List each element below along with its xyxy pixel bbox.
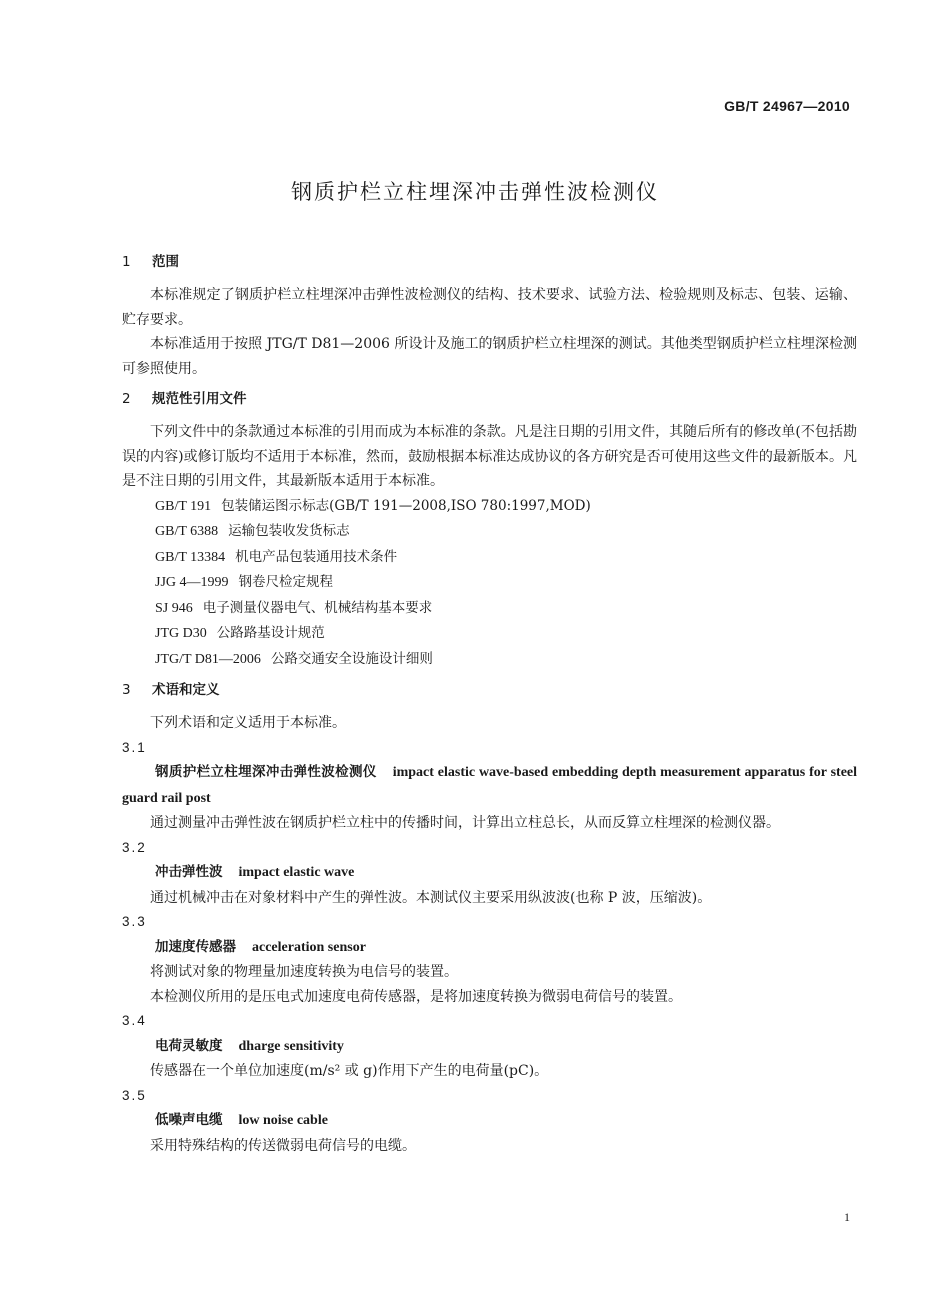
section-number: 2 [122, 391, 131, 407]
clause-number: 3.3 [122, 914, 147, 929]
paragraph: 本标准适用于按照 JTG/T D81—2006 所设计及施工的钢质护栏立柱埋深的测试。其他类型钢质护栏立柱埋深检测可参照使用。 [122, 336, 857, 377]
reference-code: GB/T 191 [155, 498, 212, 514]
term-english: acceleration sensor [252, 939, 366, 955]
reference-code: JJG 4—1999 [155, 575, 229, 590]
clause-number: 3.5 [122, 1087, 147, 1103]
term-entry [122, 860, 857, 886]
reference-title: 公路交通安全设施设计细则 [270, 650, 433, 667]
term-english: impact elastic wave [238, 865, 355, 880]
standard-number: GB/T 24967—2010 [724, 98, 850, 114]
page-number: 1 [844, 1210, 850, 1224]
term-entry [122, 935, 857, 961]
section-number: 1 [122, 254, 131, 270]
paragraph: 本标准规定了钢质护栏立柱埋深冲击弹性波检测仪的结构、技术要求、试验方法、检验规则及标志、包装、运输、贮存要求。 [122, 287, 857, 328]
term-english: impact elastic wave-based embedding depth measurement apparatus for steel guard rail post [122, 765, 858, 806]
reference-item [122, 647, 857, 673]
reference-item [122, 494, 857, 520]
reference-item [122, 621, 857, 647]
document-body [122, 253, 857, 1158]
reference-item [122, 545, 857, 571]
term-english: dharge sensitivity [238, 1038, 344, 1054]
reference-title: 钢卷尺检定规程 [238, 574, 334, 590]
term-definition: 通过测量冲击弹性波在钢质护栏立柱中的传播时间，计算出立柱总长，从而反算立柱埋深的检测仪器。 [150, 815, 780, 831]
paragraph: 下列文件中的条款通过本标准的引用而成为本标准的条款。凡是注日期的引用文件，其随后所有的修改单(不包括勘误的内容)或修订版均不适用于本标准，然而，鼓励根据本标准达成协议的各方研究是否可使用这些文件的最新版本。凡是不注日期的引用文件，其最新版本适用于本标准。 [122, 424, 857, 489]
reference-code: JTG/T D81—2006 [155, 651, 261, 667]
reference-title: 公路路基设计规范 [216, 625, 325, 641]
clause-number: 3.1 [122, 739, 147, 755]
term-entry [122, 1108, 857, 1134]
reference-code: JTG D30 [155, 626, 207, 641]
clause-number: 3.4 [122, 1013, 147, 1028]
reference-title: 电子测量仪器电气、机械结构基本要求 [202, 599, 433, 616]
term-chinese: 加速度传感器 [155, 938, 236, 955]
section-title: 范围 [152, 254, 179, 270]
term-definition: 采用特殊结构的传送微弱电荷信号的电缆。 [150, 1137, 416, 1154]
reference-code: SJ 946 [155, 600, 193, 616]
section-heading-normative-references [122, 390, 857, 408]
section-title: 规范性引用文件 [152, 391, 247, 407]
section-number: 3 [122, 682, 131, 698]
reference-code: GB/T 6388 [155, 524, 219, 539]
reference-title: 运输包装收发货标志 [228, 523, 350, 539]
reference-title: 机电产品包装通用技术条件 [235, 548, 398, 565]
reference-item [122, 596, 857, 622]
term-entry [122, 760, 857, 811]
clause-number: 3.2 [122, 839, 147, 855]
paragraph: 下列术语和定义适用于本标准。 [150, 715, 346, 731]
term-chinese: 电荷灵敏度 [155, 1037, 223, 1054]
term-chinese: 钢质护栏立柱埋深冲击弹性波检测仪 [155, 764, 377, 780]
term-english: low noise cable [238, 1113, 328, 1128]
term-definition: 传感器在一个单位加速度(m/s² 或 g)作用下产生的电荷量(pC)。 [150, 1063, 549, 1079]
reference-title: 包装储运图示标志(GB/T 191—2008,ISO 780:1997,MOD) [221, 497, 591, 514]
term-chinese: 冲击弹性波 [155, 864, 223, 880]
section-heading-terms-definitions [122, 681, 857, 699]
term-definition: 通过机械冲击在对象材料中产生的弹性波。本测试仪主要采用纵波波(也称 P 波，压缩波)。 [150, 889, 712, 906]
document-title: 钢质护栏立柱埋深冲击弹性波检测仪 [291, 180, 659, 204]
reference-code: GB/T 13384 [155, 549, 226, 565]
reference-item [122, 519, 857, 545]
term-definition: 将测试对象的物理量加速度转换为电信号的装置。 [150, 964, 458, 980]
term-chinese: 低噪声电缆 [155, 1112, 223, 1128]
section-title: 术语和定义 [152, 682, 220, 698]
term-entry [122, 1034, 857, 1060]
reference-item [122, 570, 857, 596]
section-heading-scope [122, 253, 857, 271]
term-definition: 本检测仪所用的是压电式加速度电荷传感器，是将加速度转换为微弱电荷信号的装置。 [150, 988, 682, 1005]
